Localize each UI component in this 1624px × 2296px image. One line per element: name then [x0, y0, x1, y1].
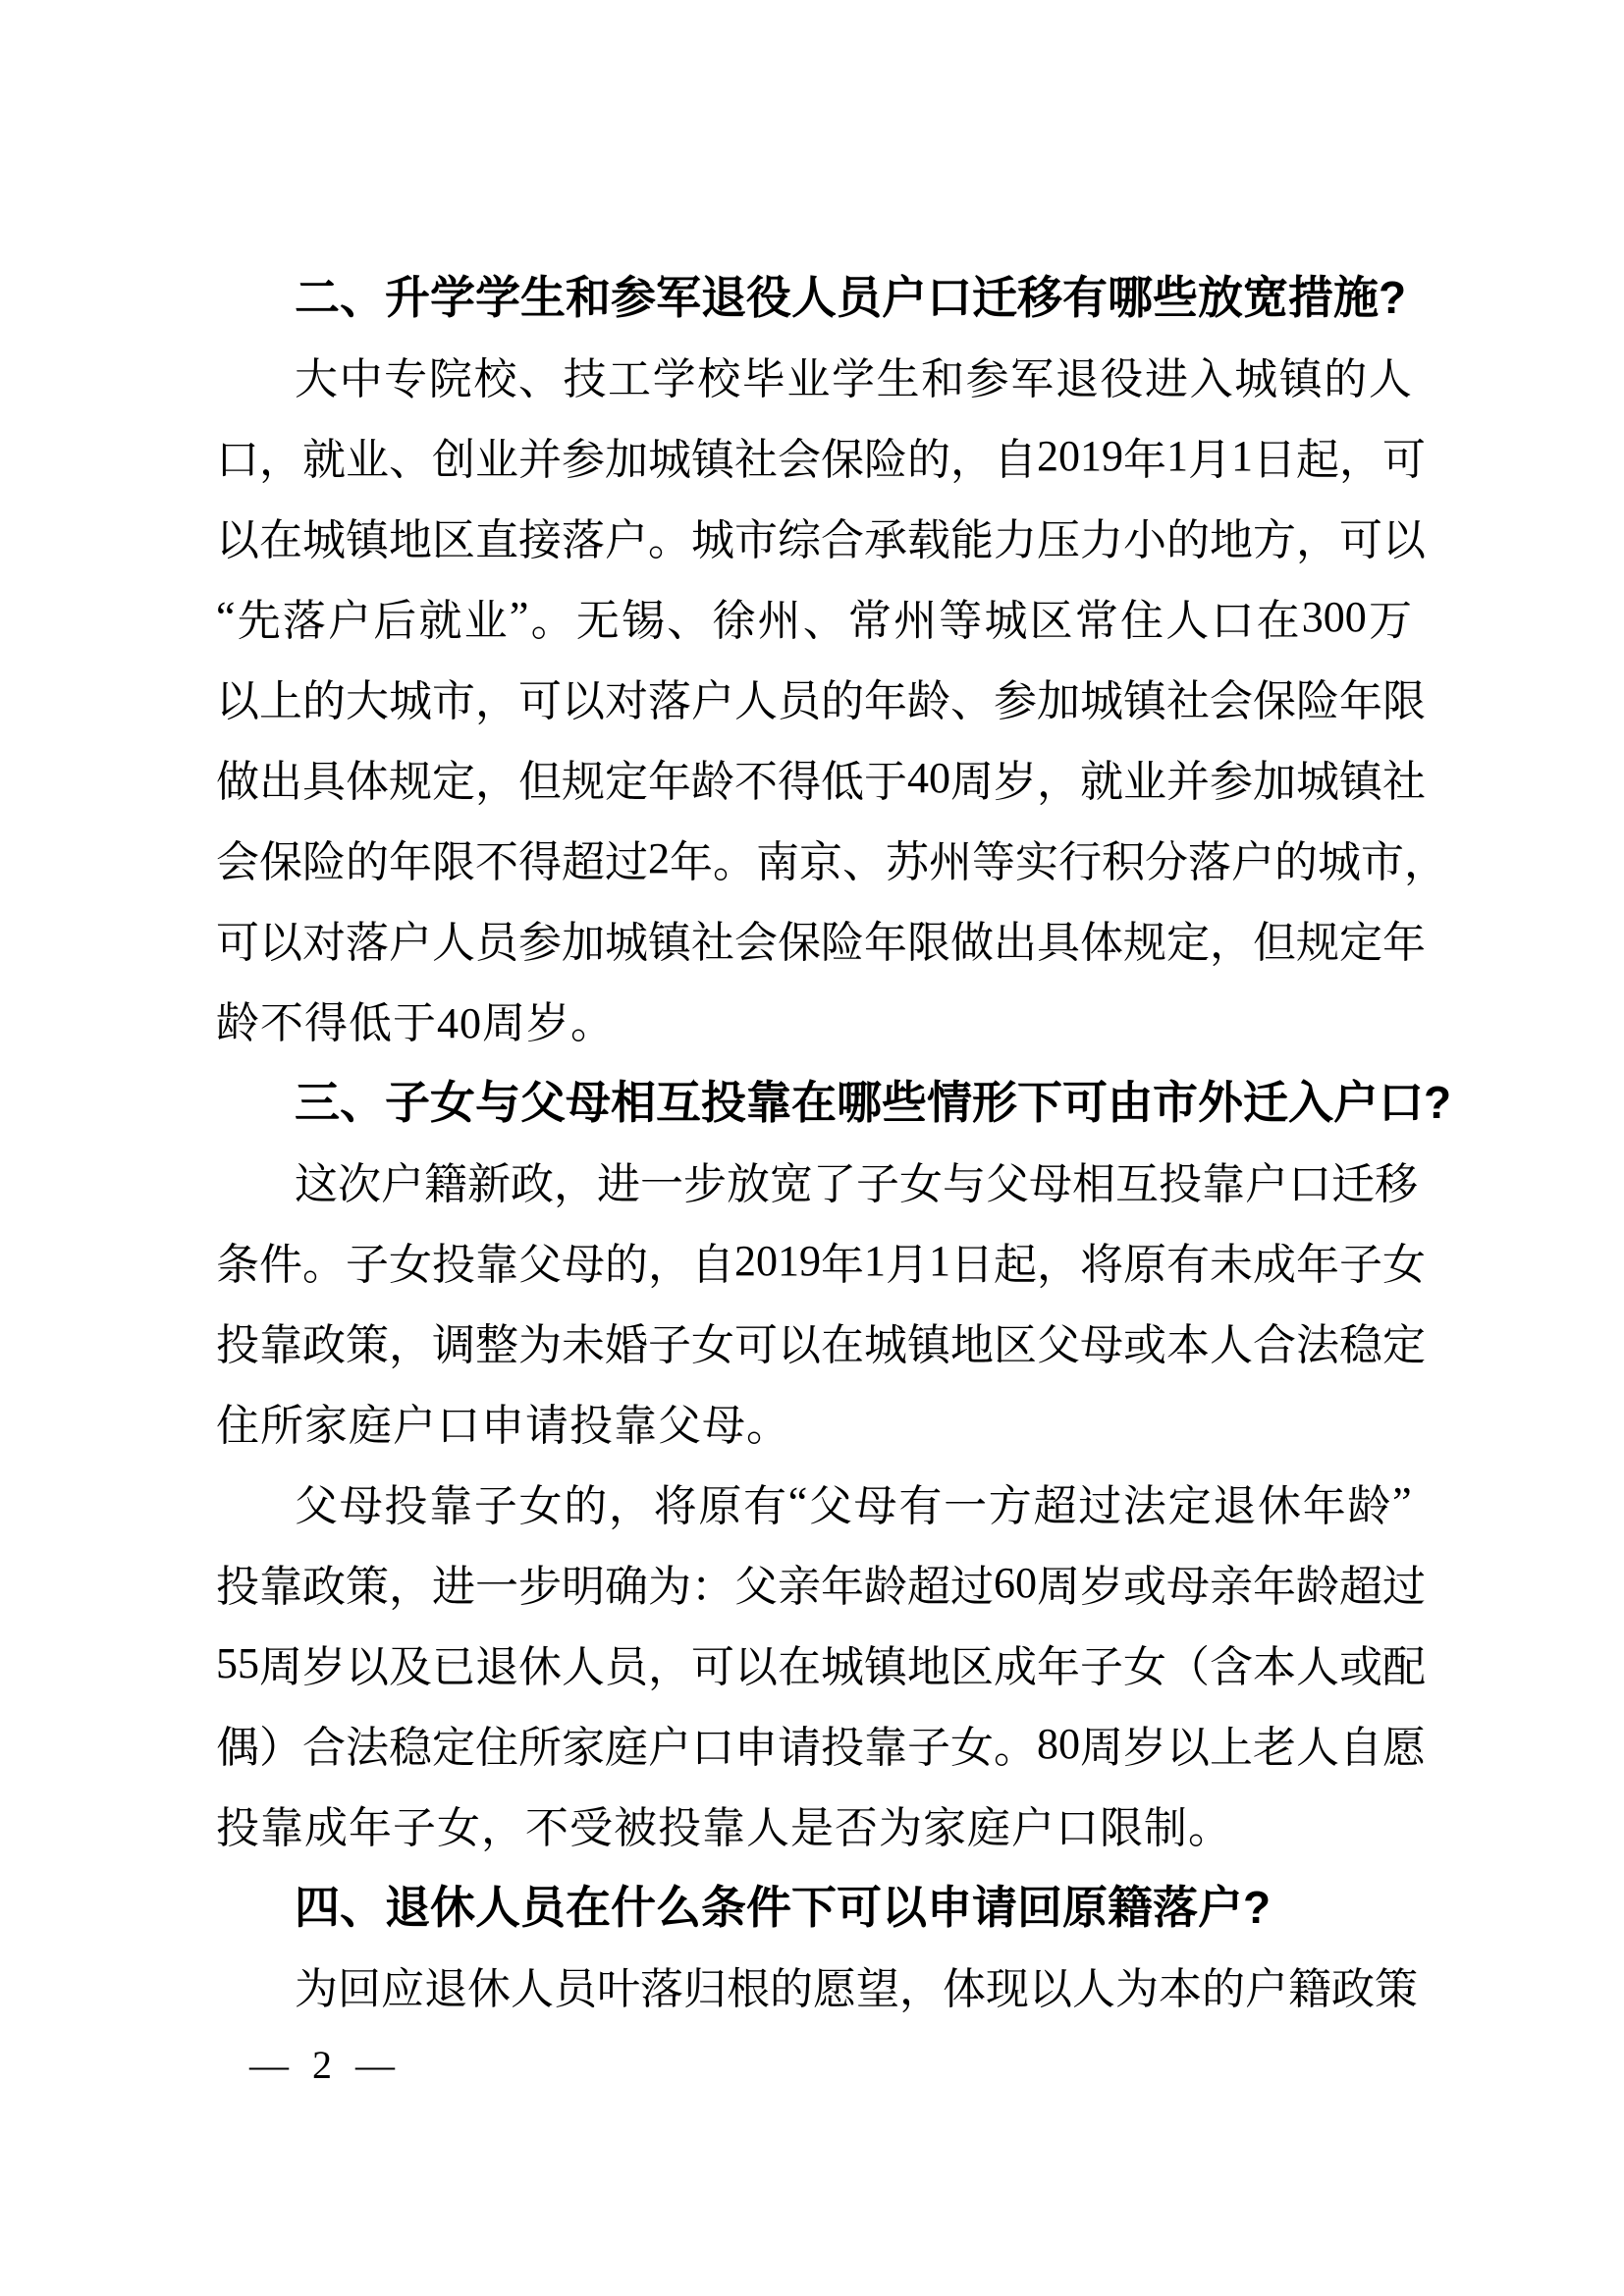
document-body [216, 254, 1452, 2025]
body-line: 以 在 城 镇 地 区 直 接 落 户 。 城 市 综 合 承 载 能 力 压 力 小 的 地 方 ， 可 以 [216, 516, 1426, 564]
heading-line: 二、升学学生和参军退役人员户口迁移有哪些放宽措施? [295, 272, 1407, 323]
body-line: 55 周 岁 以 及 已 退 休 人 员 ， 可 以 在 城 镇 地 区 成 年 子 女 （ 含 本 人 或 配 [216, 1638, 1426, 1691]
body-line: 为 回 应 退 休 人 员 叶 落 归 根 的 愿 望 ， 体 现 以 人 为 本 的 户 籍 政 策 [295, 1965, 1418, 2013]
body-line: 做 出 具 体 规 定 ， 但 规 定 年 龄 不 得 低 于 40 周 岁 ， 就 业 并 参 加 城 镇 社 [216, 753, 1426, 806]
body-line: 住所家庭户口申请投靠父母。 [216, 1402, 790, 1450]
body-line: 投 靠 政 策 ， 调 整 为 未 婚 子 女 可 以 在 城 镇 地 区 父 母 或 本 人 合 法 稳 定 [216, 1321, 1426, 1369]
body-line: “ 先 落 户 后 就 业 ” 。 无 锡 、 徐 州 、 常 州 等 城 区 常 住 人 口 在 300 万 [216, 592, 1412, 645]
page-number: — 2 — [249, 2042, 395, 2087]
body-line: 大 中 专 院 校 、 技 工 学 校 毕 业 学 生 和 参 军 退 役 进 入 城 镇 的 人 [295, 355, 1412, 403]
body-line: 可 以 对 落 户 人 员 参 加 城 镇 社 会 保 险 年 限 做 出 具 体 规 定 ， 但 规 定 年 [216, 919, 1426, 967]
heading-line: 四、退休人员在什么条件下可以申请回原籍落户? [295, 1882, 1272, 1933]
body-line: 偶 ） 合 法 稳 定 住 所 家 庭 户 口 申 请 投 靠 子 女 。 80 周 岁 以 上 老 人 自 愿 [216, 1719, 1426, 1772]
body-line: 这 次 户 籍 新 政 ， 进 一 步 放 宽 了 子 女 与 父 母 相 互 投 靠 户 口 迁 移 [295, 1160, 1418, 1208]
body-line: 口 ， 就 业 、 创 业 并 参 加 城 镇 社 会 保 险 的 ， 自 2019 年 1 月 1 日 起 ， 可 [216, 431, 1426, 484]
body-line: 投 靠 政 策 ， 进 一 步 明 确 为 ： 父 亲 年 龄 超 过 60 周 岁 或 母 亲 年 龄 超 过 [216, 1558, 1426, 1611]
body-line: 投靠成年子女，不受被投靠人是否为家庭户口限制。 [216, 1804, 1232, 1852]
body-line: 父 母 投 靠 子 女 的 ， 将 原 有 “ 父 母 有 一 方 超 过 法 定 退 休 年 龄 ” [295, 1477, 1412, 1530]
heading-line: 三、子女与父母相互投靠在哪些情形下可由市外迁入户口? [295, 1077, 1452, 1128]
body-line: 条 件 。 子 女 投 靠 父 母 的 ， 自 2019 年 1 月 1 日 起 ， 将 原 有 未 成 年 子 女 [216, 1236, 1426, 1289]
body-line: 会 保 险 的 年 限 不 得 超 过 2 年 。 南 京 、 苏 州 等 实 行 积 分 落 户 的 城 市 ， [216, 833, 1447, 886]
body-line: 龄不得低于40周岁。 [216, 999, 615, 1047]
body-line: 以 上 的 大 城 市 ， 可 以 对 落 户 人 员 的 年 龄 、 参 加 城 镇 社 会 保 险 年 限 [216, 677, 1426, 725]
